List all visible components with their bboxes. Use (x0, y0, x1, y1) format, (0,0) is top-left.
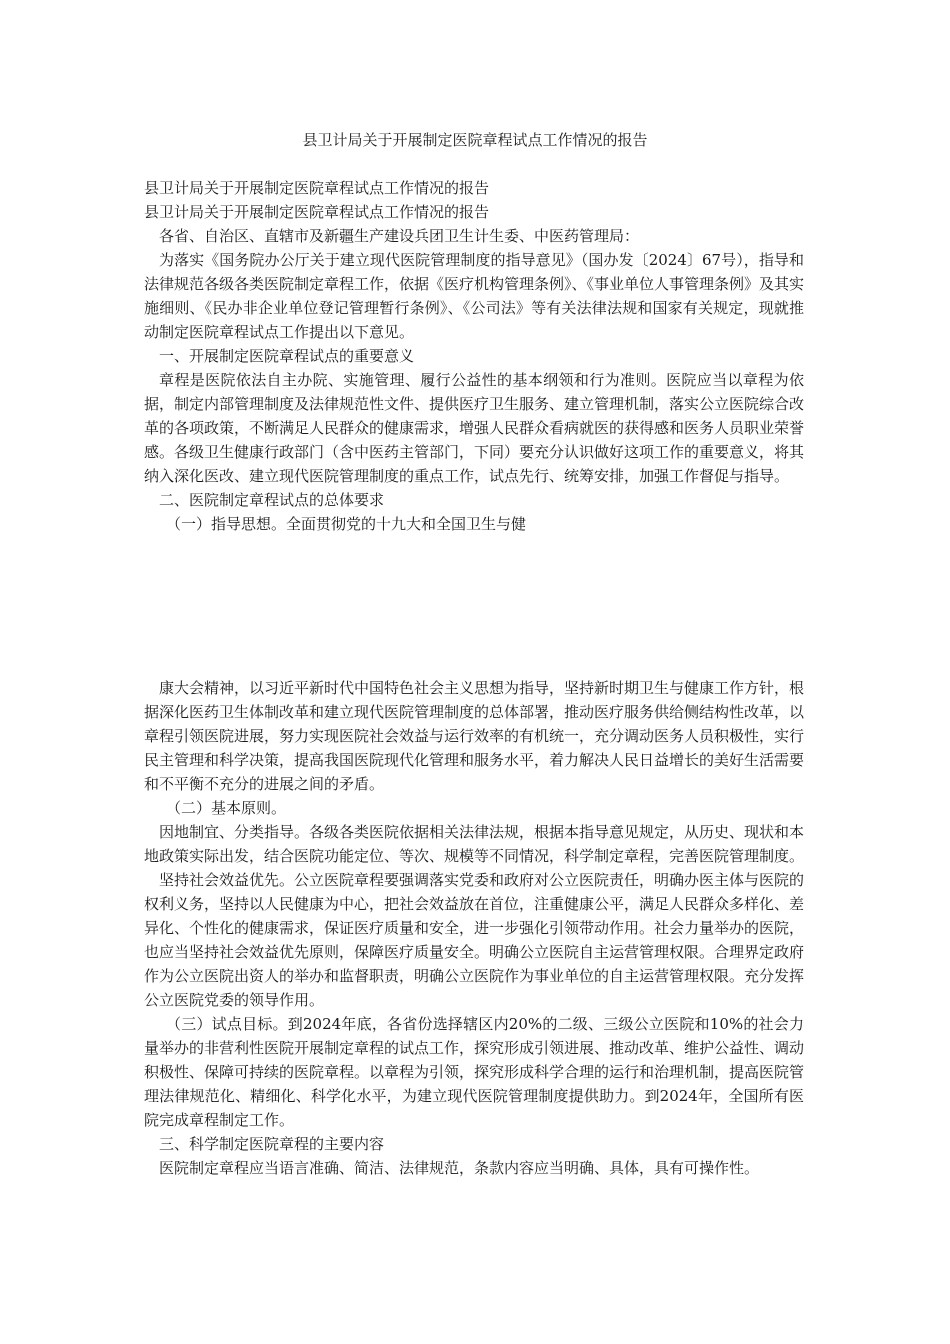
section3-heading: 三、科学制定医院章程的主要内容 (159, 1135, 385, 1153)
section2-heading: 二、医院制定章程试点的总体要求 (159, 491, 385, 509)
section2-1-continued: 康大会精神，以习近平新时代中国特色社会主义思想为指导，坚持新时期卫生与健康工作方针，根据深化医药卫生体制改革和建立现代医院管理制度的总体部署，推动医疗服务供给侧结构性改革，以章程引领医院进展，努力实现医院社会效益与运行效率的有机统一，充分调动医务人员积极性，实行民主管理和科学决策，提高我国医院现代化管理和服务水平，着力解决人民日益增长的美好生活需要和不平衡不充分的进展之间的矛盾。 (144, 679, 805, 793)
document-title: 县卫计局关于开展制定医院章程试点工作情况的报告 (302, 131, 648, 149)
section1-body: 章程是医院依法自主办院、实施管理、履行公益性的基本纲领和行为准则。医院应当以章程为依据，制定内部管理制度及法律规范性文件、提供医疗卫生服务、建立管理机制，落实公立医院综合改革的各项政策，不断满足人民群众的健康需求，增强人民群众看病就医的获得感和医务人员职业荣誉感。各级卫生健康行政部门（含中医药主管部门，下同）要充分认识做好这项工作的重要意义，将其纳入深化医改、建立现代医院管理制度的重点工作，试点先行、统筹安排，加强工作督促与指导。 (144, 371, 805, 485)
section1-heading: 一、开展制定医院章程试点的重要意义 (159, 347, 415, 365)
section2-3: （三）试点目标。到2024年底，各省份选择辖区内20%的二级、三级公立医院和10%的社会力量举办的非营利性医院开展制定章程的试点工作，探究形成引领进展、推动改革、维护公益性、调动积极性、保障可持续的医院章程。以章程为引领，探究形成科学合理的运行和治理机制，提高医院管理法律规范化、精细化、科学化水平，为建立现代医院管理制度提供助力。到2024年，全国所有医院完成章程制定工作。 (144, 1015, 805, 1129)
intro-paragraph: 为落实《国务院办公厅关于建立现代医院管理制度的指导意见》（国办发〔2024〕67号），指导和法律规范各级各类医院制定章程工作，依据《医疗机构管理条例》、《事业单位人事管理条例》及其实施细则、《民办非企业单位登记管理暂行条例》、《公司法》等有关法律法规和国家有关规定，现就推动制定医院章程试点工作提出以下意见。 (144, 251, 805, 341)
section2-1-start: （一）指导思想。全面贯彻党的十九大和全国卫生与健 (166, 515, 527, 533)
section2-2-heading: （二）基本原则。 (166, 799, 287, 817)
principle-1: 因地制宜、分类指导。各级各类医院依据相关法律法规，根据本指导意见规定，从历史、现状和本地政策实际出发，结合医院功能定位、等次、规模等不同情况，科学制定章程，完善医院管理制度。 (144, 823, 805, 865)
section3-body: 医院制定章程应当语言准确、简洁、法律规范，条款内容应当明确、具体，具有可操作性。 (159, 1159, 760, 1177)
repeat-title-1: 县卫计局关于开展制定医院章程试点工作情况的报告 (144, 179, 490, 197)
repeat-title-2: 县卫计局关于开展制定医院章程试点工作情况的报告 (144, 203, 490, 221)
principle-2: 坚持社会效益优先。公立医院章程要强调落实党委和政府对公立医院责任，明确办医主体与医院的权利义务，坚持以人民健康为中心，把社会效益放在首位，注重健康公平，满足人民群众多样化、差异化、个性化的健康需求，保证医疗质量和安全，进一步强化引领带动作用。社会力量举办的医院，也应当坚持社会效益优先原则，保障医疗质量安全。明确公立医院自主运营管理权限。合理界定政府作为公立医院出资人的举办和监督职责，明确公立医院作为事业单位的自主运营管理权限。充分发挥公立医院党委的领导作用。 (144, 871, 805, 1009)
salutation: 各省、自治区、直辖市及新疆生产建设兵团卫生计生委、中医药管理局： (159, 227, 640, 245)
document-body-part-2 (144, 676, 804, 1180)
document-body-part-1 (144, 176, 804, 536)
